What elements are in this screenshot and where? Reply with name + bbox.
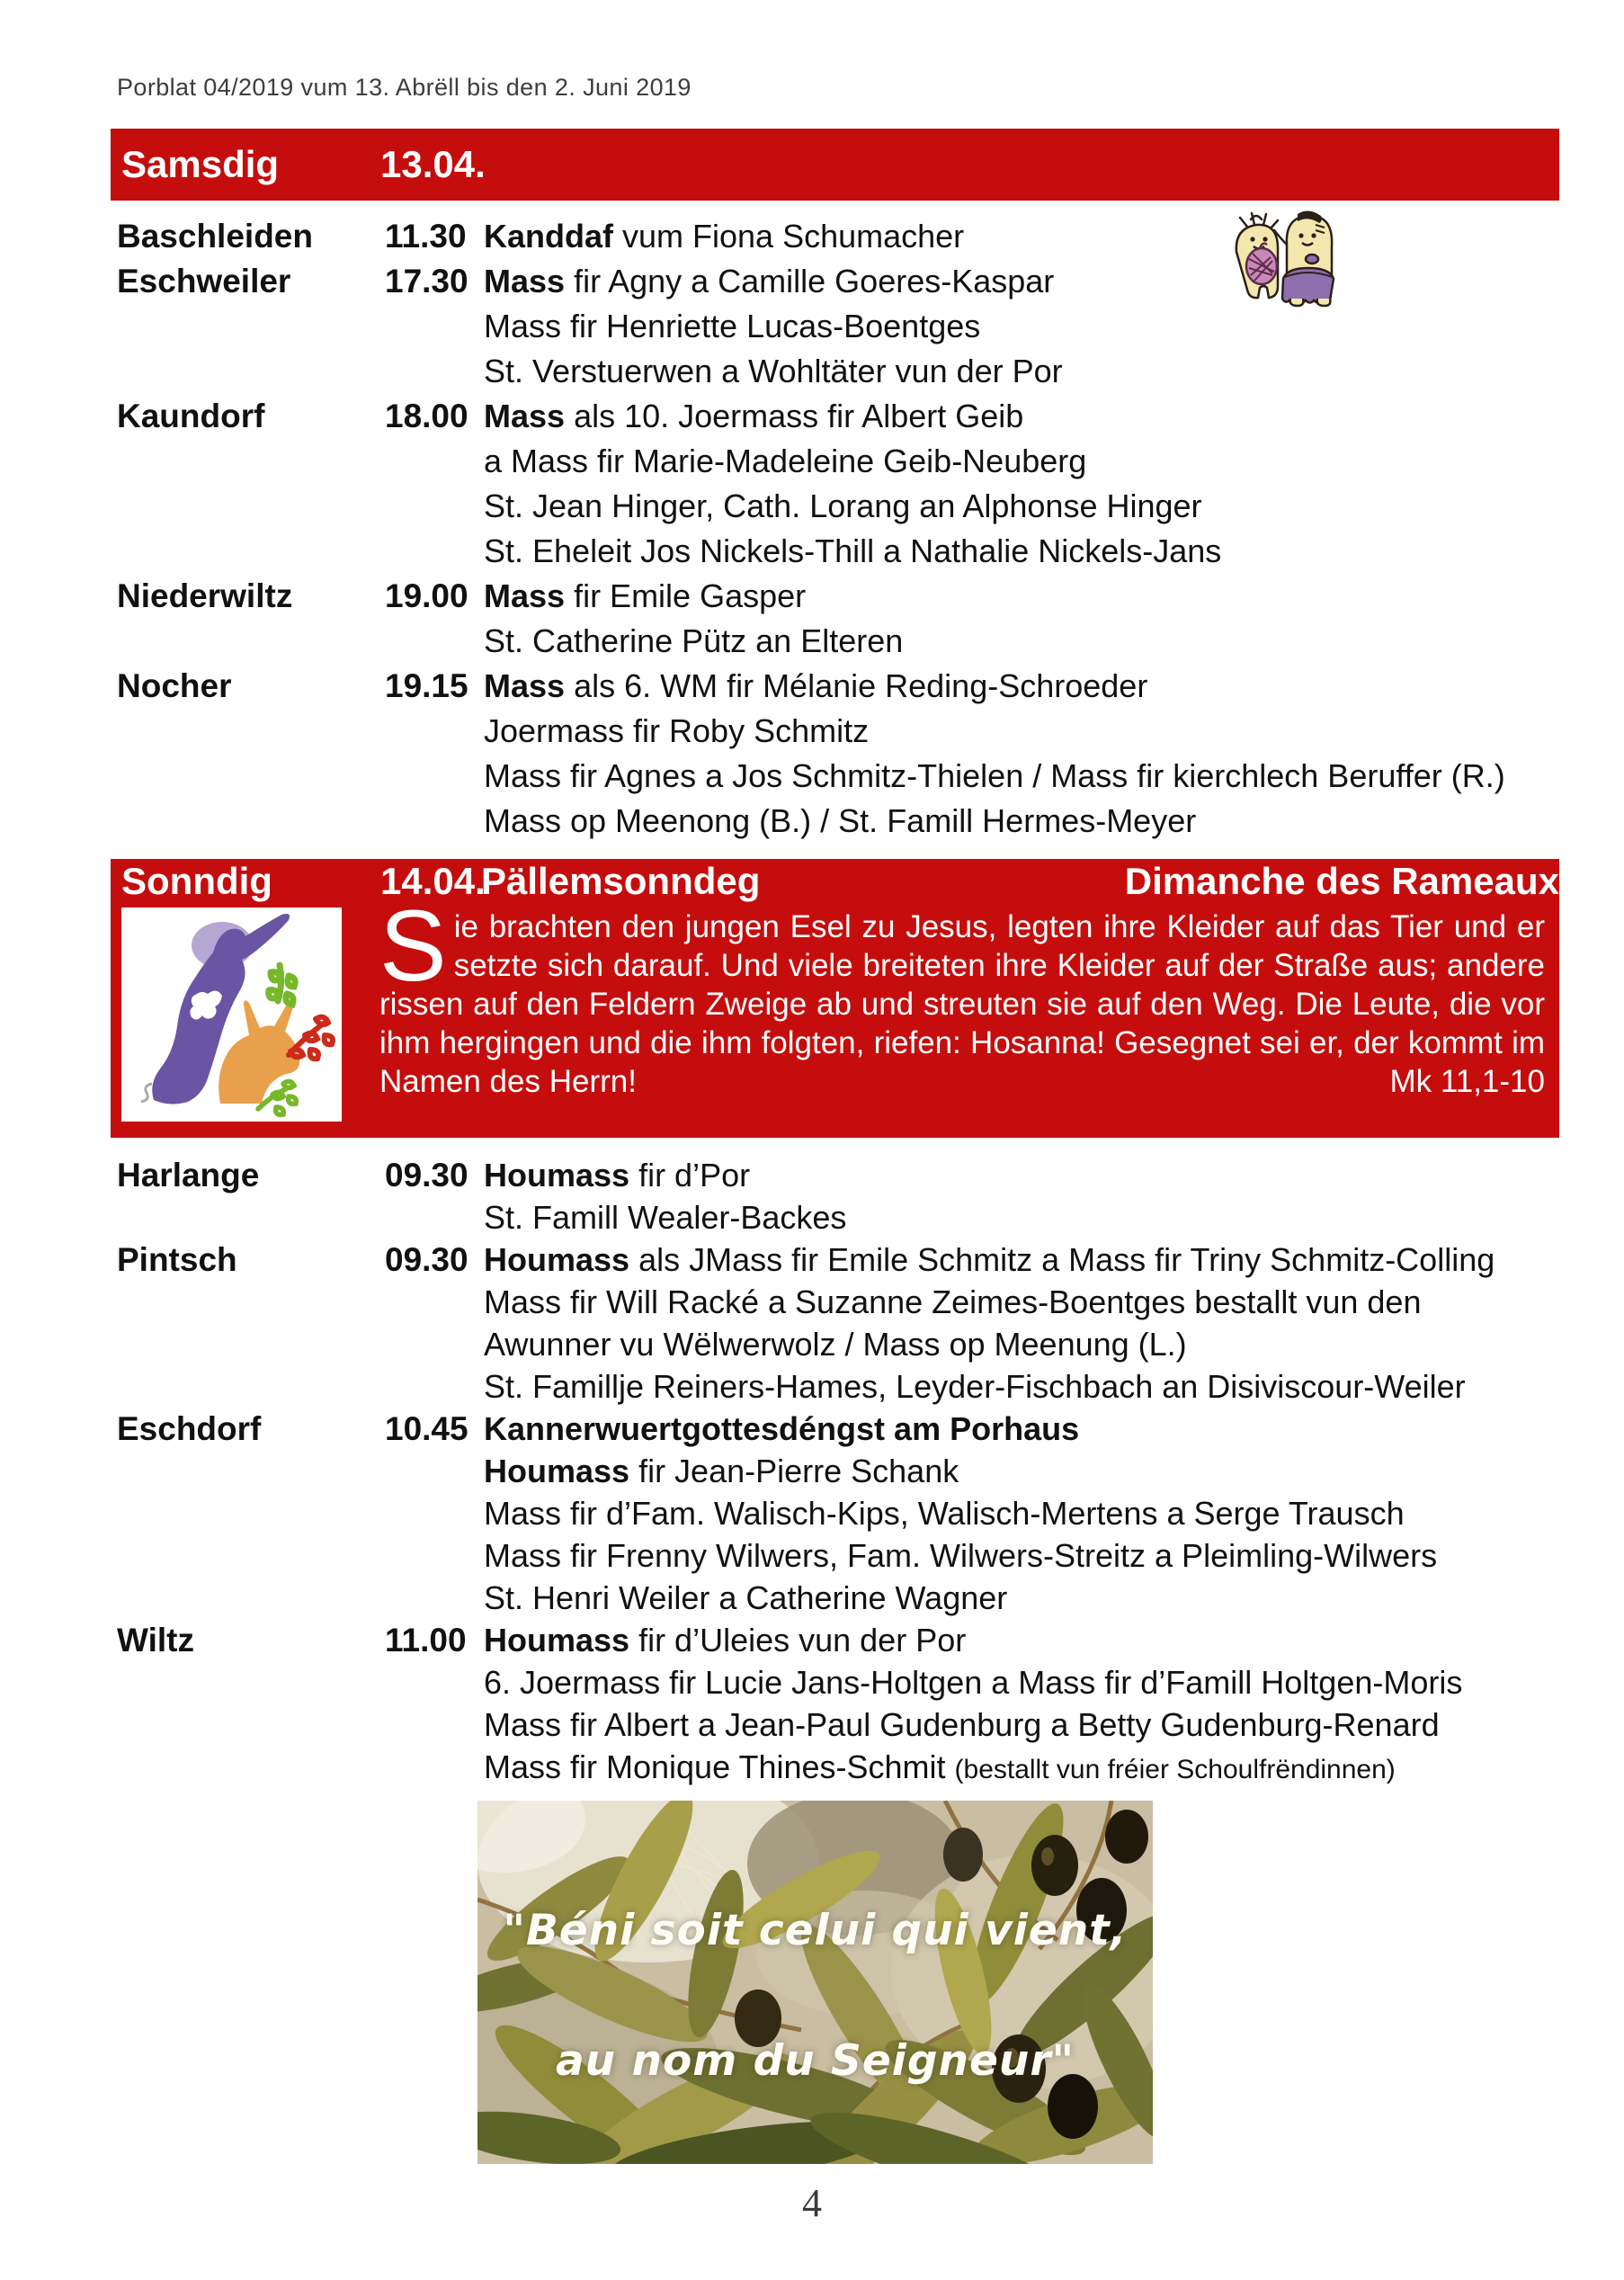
location-label: Niederwiltz [117, 577, 293, 614]
location-label: Kaundorf [117, 398, 265, 434]
location-label: Eschdorf [117, 1410, 262, 1447]
location-label: Nocher [117, 667, 232, 704]
page-title: Porblat 04/2019 vum 13. Abrëll bis den 2. Juni 2019 [117, 74, 692, 101]
schedule-row [111, 664, 1559, 844]
saturday-day-label: Samsdig [121, 143, 280, 185]
service-line: Mass als 10. Joermass fir Albert Geib [484, 398, 1024, 434]
service-type-label: Houmass [484, 1241, 630, 1278]
saturday-banner [111, 129, 1559, 201]
schedule-row [111, 394, 1559, 574]
sunday-french-label: Dimanche des Rameaux [1124, 860, 1559, 902]
gospel-reference: Mk 11,1-10 [1389, 1064, 1545, 1099]
palm-sunday-donkey-clipart [121, 908, 342, 1122]
gospel-body: ie brachten den jungen Esel zu Jesus, legten ihre Kleider auf das Tier und er setzte sich darauf. Und viele breiteten ihre Kleider auf der Straße aus; andere rissen auf den Feldern Zweige ab und streuten sie auf den Weg. Die Leute, die vor ihm hergingen und die ihm folgten, riefen: Hosanna! Gesegnet sei er, der kommt im Namen des Herrn! [379, 909, 1545, 1099]
gospel-dropcap: S [379, 890, 447, 1002]
time-label: 18.00 [385, 398, 468, 434]
time-label: 09.30 [385, 1241, 468, 1278]
service-lines [484, 1408, 1559, 1619]
location-label: Pintsch [117, 1241, 237, 1278]
photo-caption-line1: "Béni soit celui qui vient, [503, 1906, 1128, 1955]
service-line [484, 1408, 1559, 1450]
service-line: Houmass fir d’Uleies vun der Por [484, 1622, 967, 1659]
service-type-label: Mass [484, 263, 566, 300]
service-lines [484, 394, 1559, 574]
service-line: Mass op Meenong (B.) / St. Famill Hermes-Meyer [484, 802, 1197, 839]
service-line: 6. Joermass fir Lucie Jans-Holtgen a Mass fir d’Famill Holtgen-Moris [484, 1664, 1463, 1701]
time-label: 09.30 [385, 1157, 468, 1194]
olive-branch-photo [477, 1801, 1153, 2164]
schedule-row [111, 574, 1559, 664]
service-line: St. Famillje Reiners-Hames, Leyder-Fischbach an Disiviscour-Weiler [484, 1368, 1466, 1405]
location-label: Harlange [117, 1157, 260, 1194]
service-line: Houmass fir d’Por [484, 1157, 751, 1194]
schedule-row [111, 1238, 1559, 1408]
service-line: St. Catherine Pütz an Elteren [484, 622, 904, 659]
service-type-label: Mass [484, 398, 566, 434]
location-label: Baschleiden [117, 218, 313, 255]
sunday-banner [111, 859, 1559, 904]
service-type-label: Houmass [484, 1157, 630, 1194]
service-type-label: Mass [484, 667, 566, 704]
time-label: 11.30 [385, 218, 467, 255]
service-type-label: Mass [484, 577, 566, 614]
sunday-title-label: Pällemsonndeg [481, 860, 761, 902]
service-type-label: Kannerwuertgottesdéngst am Porhaus [484, 1410, 1080, 1447]
service-line: Awunner vu Wëlwerwolz / Mass op Meenung (L.) [484, 1326, 1187, 1363]
service-line: St. Verstuerwen a Wohltäter vun der Por [484, 353, 1063, 389]
service-lines [484, 259, 1559, 394]
service-line: St. Jean Hinger, Cath. Lorang an Alphonse Hinger [484, 487, 1202, 524]
service-line: Mass fir Monique Thines-Schmit (bestallt vun fréier Schoulfrëndinnen) [484, 1748, 1396, 1785]
service-lines [484, 1154, 1559, 1238]
service-line: Mass fir Albert a Jean-Paul Gudenburg a Betty Gudenburg-Renard [484, 1706, 1440, 1743]
service-line: Mass fir Frenny Wilwers, Fam. Wilwers-Streitz a Pleimling-Wilwers [484, 1537, 1438, 1574]
service-lines [484, 1619, 1559, 1791]
gospel-paragraph [379, 890, 1545, 1122]
schedule-row [111, 259, 1559, 394]
schedule-row [111, 214, 1559, 259]
service-line: Mass fir Agny a Camille Goeres-Kaspar [484, 263, 1055, 300]
service-line: St. Henri Weiler a Catherine Wagner [484, 1579, 1008, 1616]
service-lines [484, 1238, 1559, 1408]
time-label: 17.30 [385, 263, 468, 300]
page-number: 4 [802, 2181, 822, 2225]
service-line: Mass fir Emile Gasper [484, 577, 807, 614]
service-line: Houmass als JMass fir Emile Schmitz a Mass fir Triny Schmitz-Colling [484, 1241, 1495, 1278]
sunday-banner-block [111, 859, 1559, 1138]
time-label: 10.45 [385, 1410, 468, 1447]
location-label: Eschweiler [117, 263, 291, 300]
photo-caption [477, 1801, 1153, 2164]
saturday-schedule [111, 214, 1559, 844]
service-line: Houmass fir Jean-Pierre Schank [484, 1453, 959, 1489]
service-line: Mass fir Henriette Lucas-Boentges [484, 308, 981, 344]
photo-caption-line2: au nom du Seigneur" [555, 2036, 1075, 2086]
service-line: St. Eheleit Jos Nickels-Thill a Nathalie Nickels-Jans [484, 532, 1222, 569]
service-lines [484, 664, 1559, 844]
service-line: Joermass fir Roby Schmitz [484, 712, 870, 749]
schedule-row [111, 1408, 1559, 1619]
time-label: 19.00 [385, 577, 468, 614]
time-label: 11.00 [385, 1622, 467, 1659]
sunday-date-label: 14.04. [380, 860, 486, 902]
service-line: Mass fir d’Fam. Walisch-Kips, Walisch-Mertens a Serge Trausch [484, 1495, 1405, 1532]
service-line: Kanddaf vum Fiona Schumacher [484, 218, 965, 255]
service-lines [484, 574, 1559, 664]
service-lines [484, 214, 1559, 259]
service-type-label: Houmass [484, 1453, 630, 1489]
service-type-label: Kanddaf [484, 218, 613, 255]
service-line: a Mass fir Marie-Madeleine Geib-Neuberg [484, 443, 1087, 479]
saturday-date-label: 13.04. [380, 143, 486, 185]
service-line: Mass als 6. WM fir Mélanie Reding-Schroeder [484, 667, 1148, 704]
location-label: Wiltz [117, 1622, 194, 1659]
service-line: Mass fir Agnes a Jos Schmitz-Thielen / Mass fir kierchlech Beruffer (R.) [484, 757, 1505, 794]
sunday-day-label: Sonndig [121, 860, 272, 902]
service-line: Mass fir Will Racké a Suzanne Zeimes-Boentges bestallt vun den [484, 1283, 1422, 1320]
time-label: 19.15 [385, 667, 468, 704]
sunday-schedule [111, 1154, 1559, 1791]
service-note: (bestallt vun fréier Schoulfrëndinnen) [954, 1755, 1396, 1784]
service-line: St. Famill Wealer-Backes [484, 1199, 847, 1236]
service-type-label: Houmass [484, 1622, 630, 1659]
schedule-row [111, 1154, 1559, 1238]
schedule-row [111, 1619, 1559, 1791]
